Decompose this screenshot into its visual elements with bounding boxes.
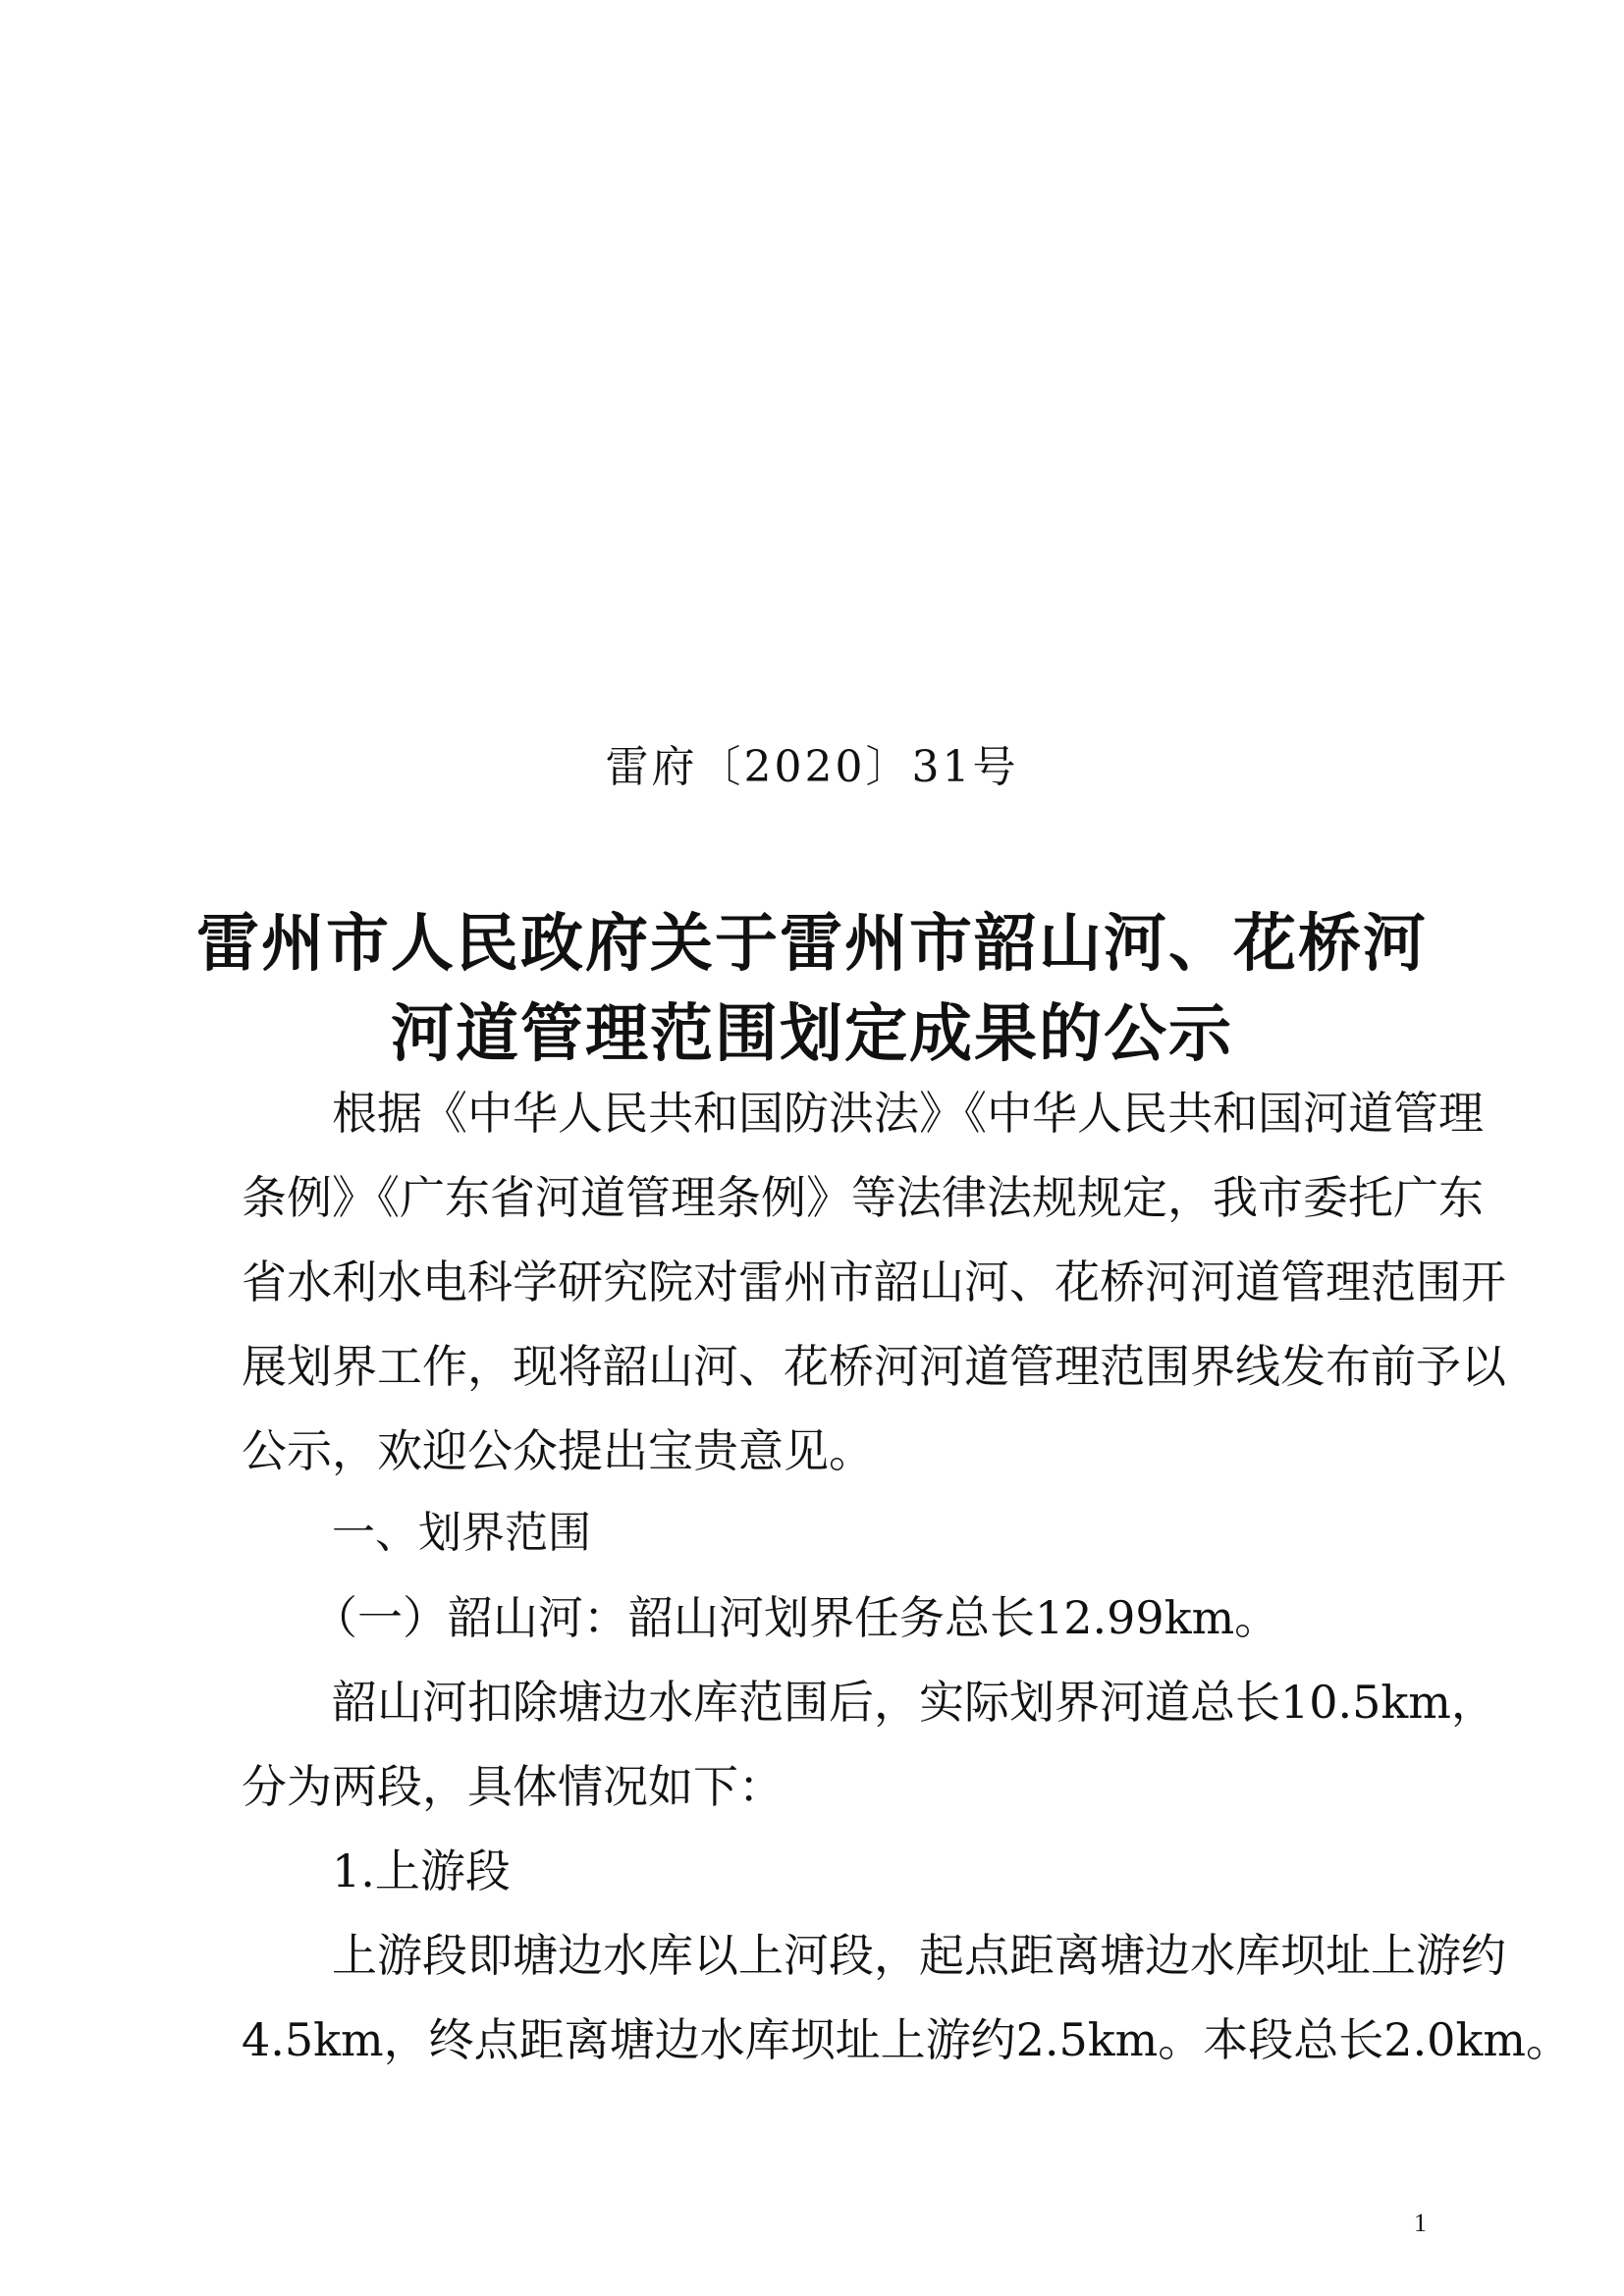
item-heading-upstream: 1.上游段 — [332, 1844, 511, 1897]
intro-line-4: 展划界工作，现将韶山河、花桥河河道管理范围界线发布前予以 — [242, 1340, 1506, 1393]
para-3-line-1: 上游段即塘边水库以上河段，起点距离塘边水库坝址上游约 — [332, 1929, 1506, 1982]
intro-line-1: 根据《中华人民共和国防洪法》《中华人民共和国河道管理 — [332, 1087, 1484, 1140]
intro-line-5: 公示，欢迎公众提出宝贵意见。 — [242, 1424, 874, 1477]
intro-line-3: 省水利水电科学研究院对雷州市韶山河、花桥河河道管理范围开 — [242, 1255, 1506, 1308]
para-2-line-1: 韶山河扣除塘边水库范围后，实际划界河道总长10.5km， — [332, 1676, 1496, 1729]
document-title-line-1: 雷州市人民政府关于雷州市韶山河、花桥河 — [196, 908, 1428, 981]
subsection-heading-shaoshan: （一）韶山河：韶山河划界任务总长12.99km。 — [312, 1591, 1280, 1644]
page-number: 1 — [1414, 2209, 1427, 2237]
document-number: 雷府〔2020〕31号 — [605, 742, 1019, 792]
para-3-line-2: 4.5km，终点距离塘边水库坝址上游约2.5km。本段总长2.0km。 — [242, 2013, 1571, 2066]
document-title-line-2: 河道管理范围划定成果的公示 — [391, 998, 1233, 1071]
para-2-line-2: 分为两段，具体情况如下： — [242, 1760, 784, 1813]
section-heading-scope: 一、划界范围 — [332, 1508, 591, 1558]
intro-line-2: 条例》《广东省河道管理条例》等法律法规规定，我市委托广东 — [242, 1171, 1484, 1224]
